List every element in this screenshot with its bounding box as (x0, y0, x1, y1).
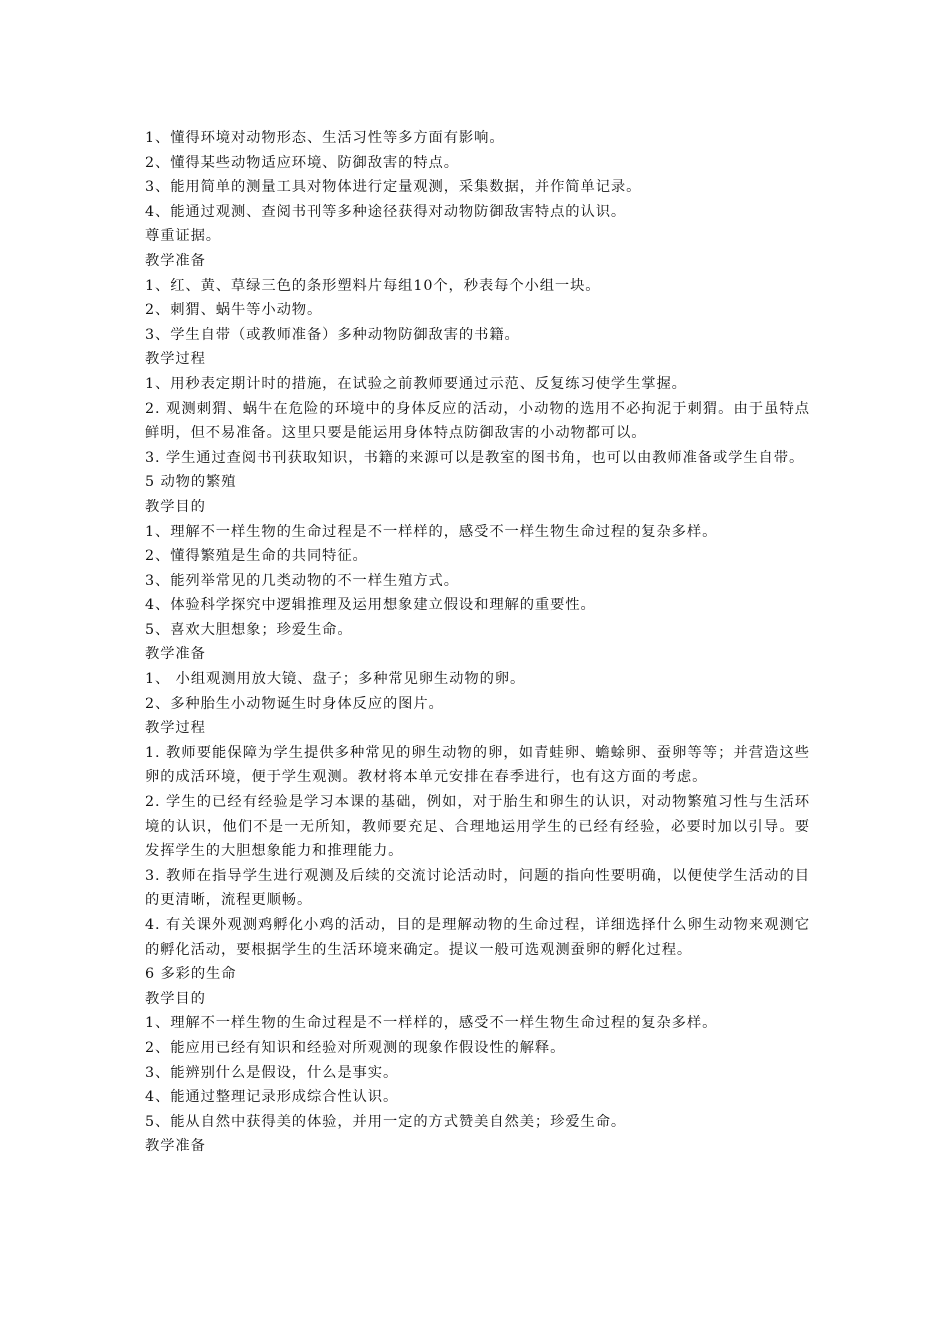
paragraph: 2、多种胎生小动物诞生时身体反应的图片。 (145, 695, 444, 712)
paragraph: 1、懂得环境对动物形态、生活习性等多方面有影响。 (145, 130, 505, 146)
section-heading: 教学过程 (145, 720, 206, 737)
paragraph: 3、能用简单的测量工具对物体进行定量观测，采集数据，并作简单记录。 (145, 179, 642, 196)
section-heading: 教学准备 (145, 252, 206, 269)
paragraph: 5、喜欢大胆想象；珍爱生命。 (145, 621, 353, 638)
paragraph: 1、用秒表定期计时的措施，在试验之前教师要通过示范、反复练习使学生掌握。 (145, 375, 687, 392)
paragraph: 3. 学生通过查阅书刊获取知识，书籍的来源可以是教室的图书角，也可以由教师准备或学生自带。 (145, 449, 805, 466)
section-heading: 教学目的 (145, 990, 206, 1007)
paragraph: 5、能从自然中获得美的体验，并用一定的方式赞美自然美；珍爱生命。 (145, 1113, 627, 1130)
section-heading: 教学过程 (145, 351, 206, 368)
paragraph: 尊重证据。 (145, 228, 221, 245)
paragraph: 1、 小组观测用放大镜、盘子；多种常见卵生动物的卵。 (145, 671, 526, 688)
paragraph: 1、理解不一样生物的生命过程是不一样样的，感受不一样生物生命过程的复杂多样。 (145, 523, 718, 540)
paragraph: 2. 学生的已经有经验是学习本课的基础，例如，对于胎生和卵生的认识，对动物繁殖习性与生活环境的认识，他们不是一无所知，教师要充足、合理地运用学生的已经有经验，必要时加以引导。要发挥学生的大胆想象能力和推理能力。 (145, 794, 810, 860)
paragraph: 2、懂得某些动物适应环境、防御敌害的特点。 (145, 154, 459, 171)
paragraph: 4、体验科学探究中逻辑推理及运用想象建立假设和理解的重要性。 (145, 597, 596, 614)
paragraph: 1、理解不一样生物的生命过程是不一样样的，感受不一样生物生命过程的复杂多样。 (145, 1015, 718, 1032)
paragraph: 2. 观测刺猬、蜗牛在危险的环境中的身体反应的活动，小动物的选用不必拘泥于刺猬。由于虽特点鲜明，但不易准备。这里只要是能运用身体特点防御敌害的小动物都可以。 (145, 400, 810, 442)
section-heading: 教学目的 (145, 498, 206, 515)
paragraph: 2、刺猬、蜗牛等小动物。 (145, 302, 323, 319)
section-heading: 教学准备 (145, 1138, 206, 1155)
paragraph: 3、能辨别什么是假设，什么是事实。 (145, 1064, 399, 1081)
paragraph: 4. 有关课外观测鸡孵化小鸡的活动，目的是理解动物的生命过程，详细选择什么卵生动物来观测它的孵化活动，要根据学生的生活环境来确定。提议一般可选观测蚕卵的孵化过程。 (145, 917, 810, 958)
paragraph: 3. 教师在指导学生进行观测及后续的交流讨论活动时，问题的指向性要明确，以便使学生活动的目的更清晰，流程更顺畅。 (145, 867, 810, 909)
paragraph: 1、红、黄、草绿三色的条形塑料片每组10个，秒表每个小组一块。 (145, 277, 601, 294)
section-heading: 教学准备 (145, 646, 206, 663)
document-body (145, 126, 810, 1159)
paragraph: 4、能通过观测、查阅书刊等多种途径获得对动物防御敌害特点的认识。 (145, 203, 627, 220)
paragraph: 3、能列举常见的几类动物的不一样生殖方式。 (145, 572, 459, 589)
lesson-title: 5 动物的繁殖 (145, 474, 237, 491)
lesson-title: 6 多彩的生命 (145, 966, 237, 983)
paragraph: 4、能通过整理记录形成综合性认识。 (145, 1089, 399, 1106)
paragraph: 3、学生自带（或教师准备）多种动物防御敌害的书籍。 (145, 326, 520, 343)
paragraph: 2、能应用已经有知识和经验对所观测的现象作假设性的解释。 (145, 1039, 566, 1056)
paragraph: 1. 教师要能保障为学生提供多种常见的卵生动物的卵，如青蛙卵、蟾蜍卵、蚕卵等等；并营造这些卵的成活环境，便于学生观测。教材将本单元安排在春季进行，也有这方面的考虑。 (145, 744, 810, 786)
paragraph: 2、懂得繁殖是生命的共同特征。 (145, 548, 368, 565)
